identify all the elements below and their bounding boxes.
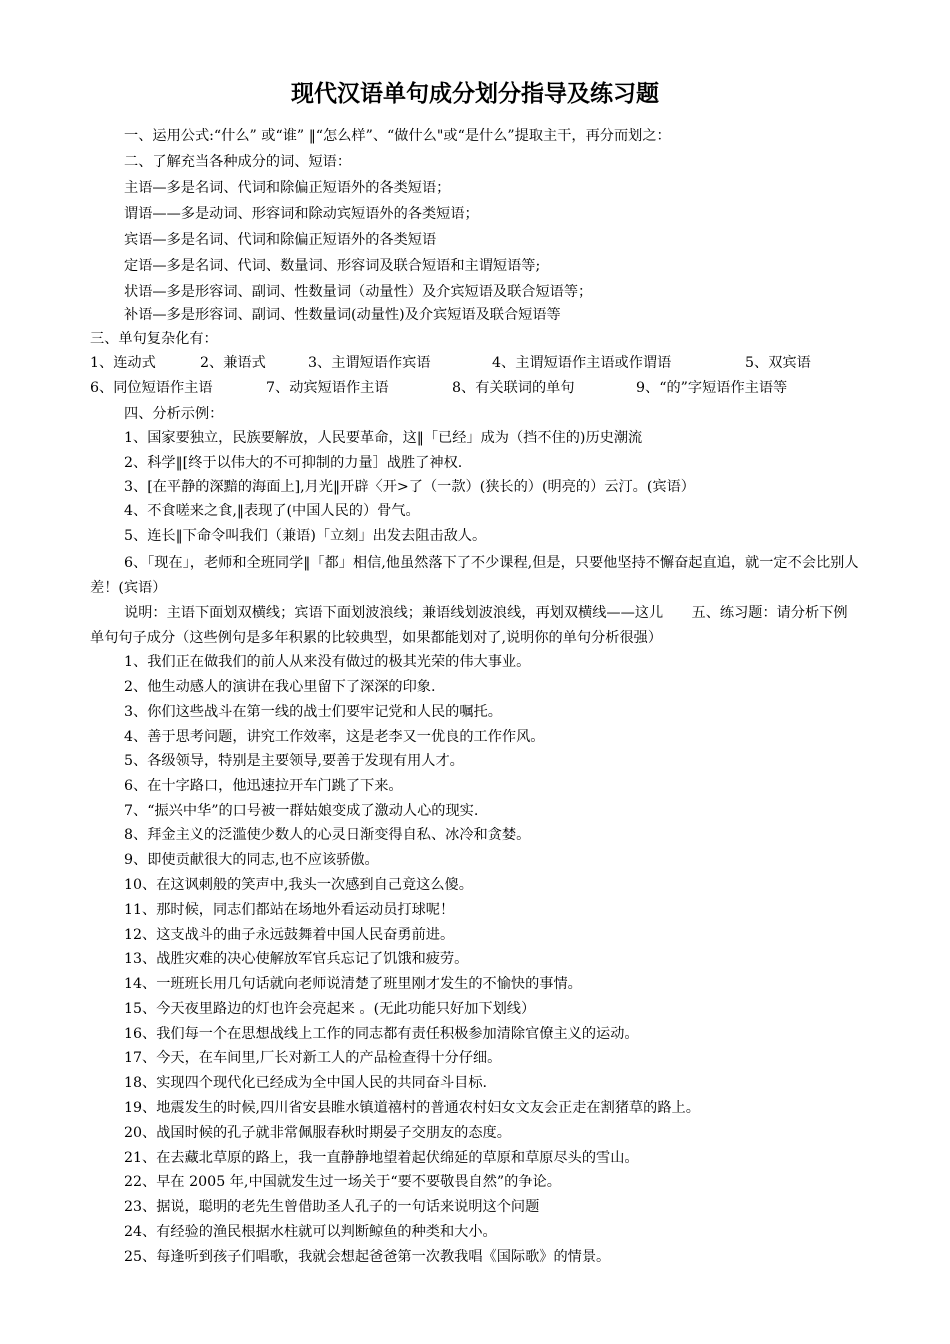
role-subject: 主语—多是名词、代词和除偏正短语外的各类短语； — [124, 180, 451, 196]
complex-type-item: 5、双宾语 — [745, 355, 811, 371]
exercise-item: 3、你们这些战斗在第一线的战士们要牢记党和人民的嘱托。 — [124, 704, 502, 720]
exercise-item: 21、在去藏北草原的路上，我一直静静地望着起伏绵延的草原和草原尽头的雪山。 — [124, 1150, 639, 1166]
example-6: 6、「现在」，老师和全班同学‖「都」相信,他虽然落下了不少课程,但是，只要他坚持不懈奋起直追，就一定不会比别人差！(宾语） — [90, 555, 859, 596]
step-4-text: 四、分析示例： — [124, 406, 224, 422]
complex-type-item: 4、主谓短语作主语或作谓语 — [492, 355, 672, 371]
complex-type-item: 8、有关联词的单句 — [452, 380, 575, 396]
role-attribute: 定语—多是名词、代词、数量词、形容词及联合短语和主谓短语等; — [124, 258, 541, 274]
example-5: 5、连长‖下命令叫我们（兼语)「立刻」出发去阻击敌人。 — [124, 528, 487, 544]
exercise-item: 20、战国时候的孔子就非常佩服春秋时期晏子交朋友的态度。 — [124, 1125, 511, 1141]
exercise-item: 14、一班班长用几句话就向老师说清楚了班里刚才发生的不愉快的事情。 — [124, 976, 582, 992]
exercise-item: 19、地震发生的时候,四川省安县睢水镇道禧村的普通农村妇女文友会正走在割猪草的路上。 — [124, 1100, 700, 1116]
example-2: 2、科学‖[终于以伟大的不可抑制的力量］战胜了神权. — [124, 455, 463, 471]
exercise-item: 6、在十字路口，他迅速拉开车门跳了下来。 — [124, 778, 403, 794]
exercise-item: 1、我们正在做我们的前人从来没有做过的极其光荣的伟大事业。 — [124, 654, 531, 670]
exercise-item: 4、善于思考问题，讲究工作效率，这是老李又一优良的工作作风。 — [124, 729, 545, 745]
complex-type-item: 7、动宾短语作主语 — [266, 380, 389, 396]
note-and-exercise-heading: 说明：主语下面划双横线；宾语下面划波浪线；兼语线划波浪线，再划双横线——这儿 五、练习题：请分析下例单句句子成分（这些例句是多年积累的比较典型，如果都能划对了,说明你的单句分析很强） — [90, 605, 848, 646]
role-complement: 补语—多是形容词、副词、性数量词(动量性)及介宾短语及联合短语等 — [124, 307, 561, 323]
example-1: 1、国家要独立，民族要解放，人民要革命，这‖「已经」成为（挡不住的)历史潮流 — [124, 430, 643, 446]
complex-type-item: 6、同位短语作主语 — [90, 380, 213, 396]
step-1-text: 一、运用公式:“什么” 或“谁” ‖“怎么样”、“做什么"或“是什么”提取主干，再分而划之： — [124, 128, 671, 144]
exercise-item: 18、实现四个现代化已经成为全中国人民的共同奋斗目标. — [124, 1075, 488, 1091]
exercise-item: 16、我们每一个在思想战线上工作的同志都有责任积极参加清除官僚主义的运动。 — [124, 1026, 639, 1042]
exercise-item: 13、战胜灾难的决心使解放军官兵忘记了饥饿和疲劳。 — [124, 951, 469, 967]
step-3-text: 三、单句复杂化有： — [90, 331, 218, 347]
exercise-item: 9、即使贡献很大的同志,也不应该骄傲。 — [124, 852, 379, 868]
role-predicate: 谓语——多是动词、形容词和除动宾短语外的各类短语； — [124, 206, 479, 222]
complex-type-item: 2、兼语式 — [200, 355, 266, 371]
exercise-item: 15、今天夜里路边的灯也许会亮起来 。(无此功能只好加下划线） — [124, 1001, 536, 1017]
exercise-item: 22、早在 2005 年,中国就发生过一场关于“要不要敬畏自然”的争论。 — [124, 1174, 561, 1190]
exercise-item: 24、有经验的渔民根据水柱就可以判断鲸鱼的种类和大小。 — [124, 1224, 497, 1240]
role-adverbial: 状语—多是形容词、副词、性数量词（动量性）及介宾短语及联合短语等； — [124, 284, 593, 300]
exercise-item: 7、“振兴中华”的口号被一群姑娘变成了激动人心的现实. — [124, 803, 479, 819]
exercise-item: 2、他生动感人的演讲在我心里留下了深深的印象. — [124, 679, 436, 695]
exercise-item: 12、这支战斗的曲子永远鼓舞着中国人民奋勇前进。 — [124, 927, 455, 943]
step-2-text: 二、了解充当各种成分的词、短语： — [124, 154, 352, 170]
example-3: 3、[在平静的深黯的海面上],月光‖开辟〈开>了（一款）(狭长的）(明亮的）云汀。(宾语） — [124, 479, 695, 495]
complex-type-item: 1、连动式 — [90, 355, 156, 371]
page-title: 现代汉语单句成分划分指导及练习题 — [291, 80, 659, 107]
exercise-item: 17、今天，在车间里,厂长对新工人的产品检查得十分仔细。 — [124, 1050, 502, 1066]
example-4: 4、不食嗟来之食,‖表现了(中国人民的）骨气。 — [124, 503, 420, 519]
exercise-item: 8、拜金主义的泛滥使少数人的心灵日渐变得自私、冰冷和贪婪。 — [124, 827, 531, 843]
exercise-item: 10、在这讽刺般的笑声中,我头一次感到自己竟这么傻。 — [124, 877, 473, 893]
complex-type-item: 3、主谓短语作宾语 — [308, 355, 431, 371]
role-object: 宾语—多是名词、代词和除偏正短语外的各类短语 — [124, 232, 437, 248]
exercise-item: 25、每逢听到孩子们唱歌，我就会想起爸爸第一次教我唱《国际歌》的情景。 — [124, 1249, 611, 1265]
exercise-item: 23、据说，聪明的老先生曾借助圣人孔子的一句话来说明这个问题 — [124, 1199, 540, 1215]
exercise-item: 5、各级领导，特别是主要领导,要善于发现有用人才。 — [124, 753, 464, 769]
complex-type-item: 9、“的”字短语作主语等 — [636, 380, 788, 396]
exercise-item: 11、那时候，同志们都站在场地外看运动员打球呢！ — [124, 902, 455, 918]
